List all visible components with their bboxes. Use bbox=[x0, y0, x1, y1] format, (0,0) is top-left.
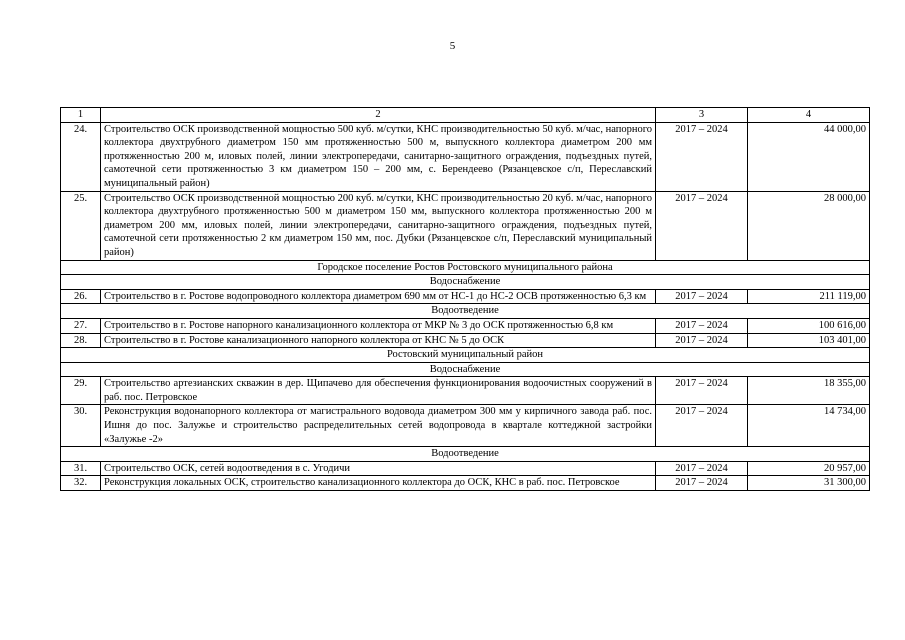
table-row bbox=[61, 191, 870, 260]
row-period: 2017 – 2024 bbox=[656, 476, 748, 491]
row-period: 2017 – 2024 bbox=[656, 191, 748, 260]
row-period: 2017 – 2024 bbox=[656, 377, 748, 405]
row-description: Реконструкция водонапорного коллектора от магистрального водовода диаметром 300 мм у кирпичного завода раб. пос. Ишня до пос. Залужье и строительство распределительных сетей водопровода в квартале коттеджной застройки «Залужье -2» bbox=[101, 405, 656, 447]
section-header-row bbox=[61, 348, 870, 363]
row-amount: 20 957,00 bbox=[748, 461, 870, 476]
row-amount: 14 734,00 bbox=[748, 405, 870, 447]
row-amount: 211 119,00 bbox=[748, 289, 870, 304]
header-cell-1: 1 bbox=[61, 108, 101, 123]
row-amount: 100 616,00 bbox=[748, 318, 870, 333]
row-period: 2017 – 2024 bbox=[656, 289, 748, 304]
row-number: 28. bbox=[61, 333, 101, 348]
table-row bbox=[61, 333, 870, 348]
section-title: Водоотведение bbox=[61, 447, 870, 462]
row-number: 31. bbox=[61, 461, 101, 476]
table-row bbox=[61, 377, 870, 405]
table-row bbox=[61, 461, 870, 476]
row-number: 32. bbox=[61, 476, 101, 491]
table-row bbox=[61, 476, 870, 491]
row-description: Реконструкция локальных ОСК, строительство канализационного коллектора до ОСК, КНС в раб. пос. Петровское bbox=[101, 476, 656, 491]
section-header-row bbox=[61, 260, 870, 275]
table-body bbox=[61, 108, 870, 491]
row-description: Строительство ОСК производственной мощностью 500 куб. м/сутки, КНС производительностью 50 куб. м/час, напорного коллектора двухтрубного диаметром 150 мм протяженностью 500 м, выпускного коллектора диаметром 200 мм протяженностью 200 м, иловых полей, линии электропередачи, санитарно-защитного ограждения, подъездных путей, самотечной сети протяженностью 3 км диаметром 150 – 200 мм, с. Берендеево (Рязанцевское с/п, Переславский муниципальный район) bbox=[101, 122, 656, 191]
header-cell-4: 4 bbox=[748, 108, 870, 123]
row-amount: 31 300,00 bbox=[748, 476, 870, 491]
row-description: Строительство в г. Ростове канализационного напорного коллектора от КНС № 5 до ОСК bbox=[101, 333, 656, 348]
row-description: Строительство ОСК производственной мощностью 200 куб. м/сутки, КНС производительностью 20 куб. м/час, напорного коллектора двухтрубного протяженностью 500 м диаметром 150 мм, выпускного коллектора протяженностью 200 м диаметром 200 мм, иловых полей, линии электропередачи, санитарно-защитного ограждения, подъездных путей, самотечной сети протяженностью 2 км диаметром 150 мм, пос. Дубки (Рязанцевское с/п, Переславский муниципальный район) bbox=[101, 191, 656, 260]
row-amount: 103 401,00 bbox=[748, 333, 870, 348]
row-number: 30. bbox=[61, 405, 101, 447]
row-period: 2017 – 2024 bbox=[656, 122, 748, 191]
section-header-row bbox=[61, 447, 870, 462]
table-header-row bbox=[61, 108, 870, 123]
row-description: Строительство в г. Ростове напорного канализационного коллектора от МКР № 3 до ОСК протяженностью 6,8 км bbox=[101, 318, 656, 333]
row-number: 26. bbox=[61, 289, 101, 304]
row-description: Строительство артезианских скважин в дер. Щипачево для обеспечения функционирования водоочистных сооружений в раб. пос. Петровское bbox=[101, 377, 656, 405]
row-number: 25. bbox=[61, 191, 101, 260]
table-row bbox=[61, 318, 870, 333]
table-row bbox=[61, 289, 870, 304]
row-period: 2017 – 2024 bbox=[656, 461, 748, 476]
row-period: 2017 – 2024 bbox=[656, 405, 748, 447]
section-header-row bbox=[61, 275, 870, 290]
page-number: 5 bbox=[449, 40, 456, 52]
row-description: Строительство в г. Ростове водопроводного коллектора диаметром 690 мм от НС-1 до НС-2 ОСВ протяженностью 6,3 км bbox=[101, 289, 656, 304]
row-number: 29. bbox=[61, 377, 101, 405]
section-title: Водоснабжение bbox=[61, 362, 870, 377]
table-row bbox=[61, 122, 870, 191]
investment-table bbox=[60, 107, 870, 491]
section-title: Водоотведение bbox=[61, 304, 870, 319]
section-title: Городское поселение Ростов Ростовского муниципального района bbox=[61, 260, 870, 275]
header-cell-3: 3 bbox=[656, 108, 748, 123]
section-title: Водоснабжение bbox=[61, 275, 870, 290]
section-title: Ростовский муниципальный район bbox=[61, 348, 870, 363]
section-header-row bbox=[61, 362, 870, 377]
section-header-row bbox=[61, 304, 870, 319]
row-period: 2017 – 2024 bbox=[656, 318, 748, 333]
header-cell-2: 2 bbox=[101, 108, 656, 123]
row-number: 27. bbox=[61, 318, 101, 333]
row-description: Строительство ОСК, сетей водоотведения в с. Угодичи bbox=[101, 461, 656, 476]
row-amount: 44 000,00 bbox=[748, 122, 870, 191]
row-number: 24. bbox=[61, 122, 101, 191]
table-row bbox=[61, 405, 870, 447]
row-amount: 18 355,00 bbox=[748, 377, 870, 405]
row-amount: 28 000,00 bbox=[748, 191, 870, 260]
row-period: 2017 – 2024 bbox=[656, 333, 748, 348]
